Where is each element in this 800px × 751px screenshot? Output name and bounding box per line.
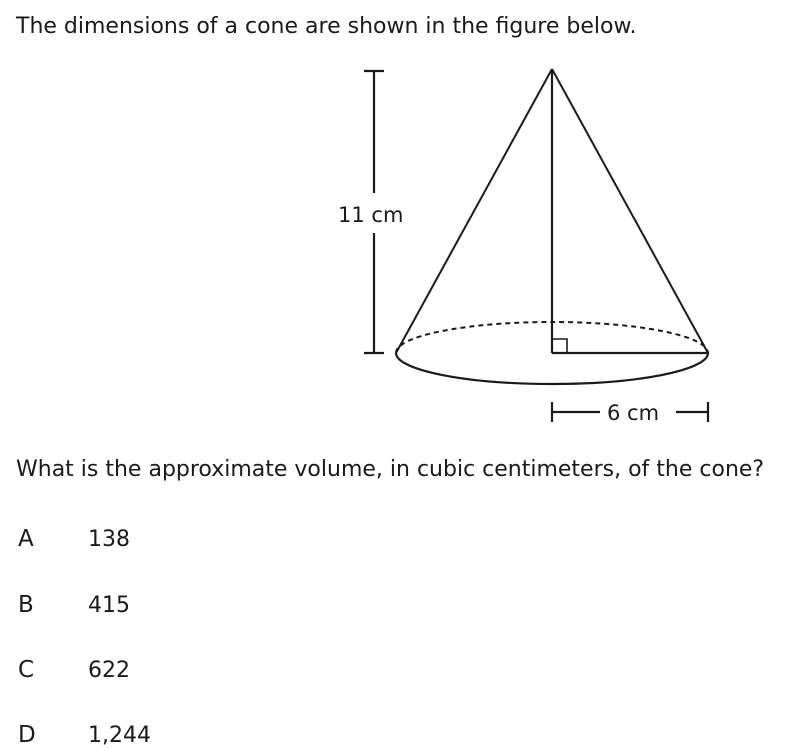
choice-value: 1,244 xyxy=(88,722,151,748)
right-angle-marker xyxy=(552,339,567,353)
question-text: What is the approximate volume, in cubic centimeters, of the cone? xyxy=(16,457,765,482)
choice-value: 622 xyxy=(88,657,130,683)
choice-letter: B xyxy=(18,592,34,618)
choice-value: 415 xyxy=(88,592,130,618)
choice-c[interactable] xyxy=(18,654,130,686)
cone-left-side xyxy=(396,69,552,353)
choice-a[interactable] xyxy=(18,523,130,555)
cone-right-side xyxy=(552,69,708,353)
height-label: 11 cm xyxy=(338,203,404,227)
choice-letter: C xyxy=(18,657,35,683)
choice-b[interactable] xyxy=(18,589,130,621)
choice-letter: A xyxy=(18,526,34,552)
choice-value: 138 xyxy=(88,526,130,552)
choice-letter: D xyxy=(18,722,36,748)
intro-text: The dimensions of a cone are shown in the figure below. xyxy=(16,14,637,39)
choice-d[interactable] xyxy=(18,719,151,751)
cone-base-front xyxy=(396,353,708,384)
radius-label: 6 cm xyxy=(607,401,660,425)
